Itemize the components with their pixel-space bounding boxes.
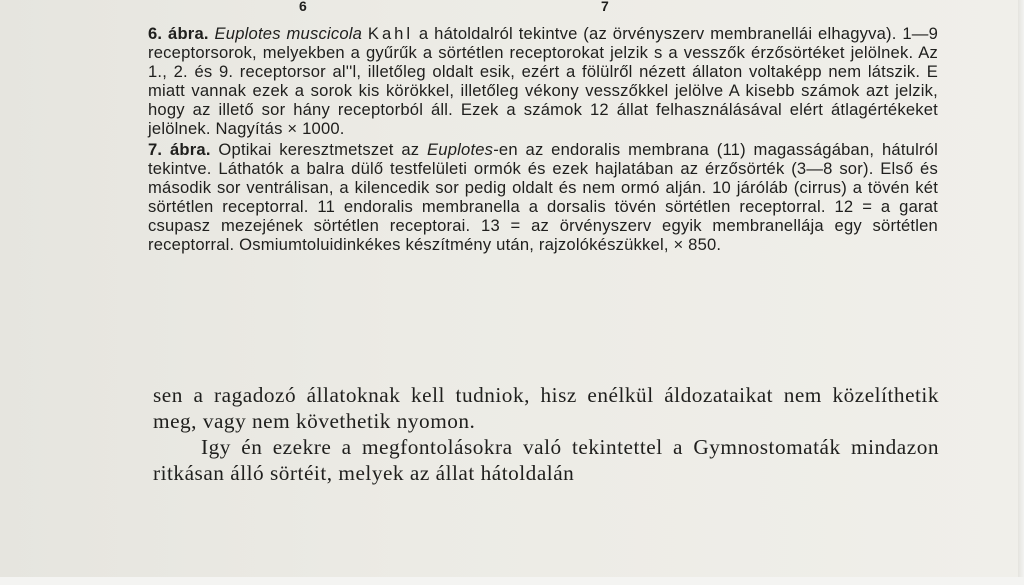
figure-6-text: a hátoldalról tekintve (az örvényszerv membranellái elhagyva). 1—9 receptorsorok, melyekben a gyűrűk a sörtétlen receptorokat jelzik s a vesszők érzősörtéket jelölnek. Az 1., 2. és 9. receptorsor al''l, illetőleg oldalt esik, ezért a fölülről nézett állaton voltaképp nem látszik. E miatt vannak ezek a sorok kis körökkel, illetőleg vékony vesszőkkel jelölve A kisebb számok azt jelzik, hogy az illető sor hány receptorból áll. Ezek a számok 12 állat felhasználásával elért átlagértékeket jelölnek. Nagyítás × 1000. <box>148 24 939 138</box>
figure-7-caption <box>148 140 938 254</box>
page-number-right: 7 <box>601 0 609 14</box>
figure-captions <box>148 24 938 254</box>
figure-7-species: Euplotes <box>427 140 494 159</box>
page-number-left: 6 <box>299 0 307 14</box>
figure-6-species: Euplotes muscicola <box>214 24 363 43</box>
page-edge <box>1018 0 1024 585</box>
figure-7-text-lead: Optikai keresztmetszet az <box>218 140 420 159</box>
page-bottom-edge <box>0 577 1024 585</box>
figure-7-label: 7. ábra. <box>148 140 211 159</box>
figure-6-caption <box>148 24 938 138</box>
body-text <box>153 382 939 486</box>
body-paragraph-1: sen a ragadozó állatoknak kell tudniok, hisz enélkül áldozataikat nem közelíthetik meg, vagy nem követhetik nyomon. <box>153 383 939 433</box>
figure-6-author: Kahl <box>367 24 414 43</box>
figure-6-label: 6. ábra. <box>148 24 209 43</box>
body-paragraph-2: Igy én ezekre a megfontolásokra való tekintettel a Gymnostomaták mindazon ritkásan álló sörtéit, melyek az állat hátoldalán <box>153 435 939 485</box>
figure-7-text: -en az endoralis membrana (11) magasságában, hátulról tekintve. Láthatók a balra dülő testfelületi ormók és ezek hajlatában az érzősörték (3—8 sor). Első és második sor ventrálisan, a kilencedik sor pedig oldalt és nem ormó alján. 10 járóláb (cirrus) a tövén két sörtétlen receptorral. 11 endoralis membranella a dorsalis tövén sörtétlen receptorral. 12 = a garat csupasz mezejének sörtétlen receptorai. 13 = az örvényszerv egyik membranellája egy sörtétlen receptorral. Osmiumtoluidinkékes készítmény után, rajzolókészükkel, × 850. <box>148 140 938 254</box>
